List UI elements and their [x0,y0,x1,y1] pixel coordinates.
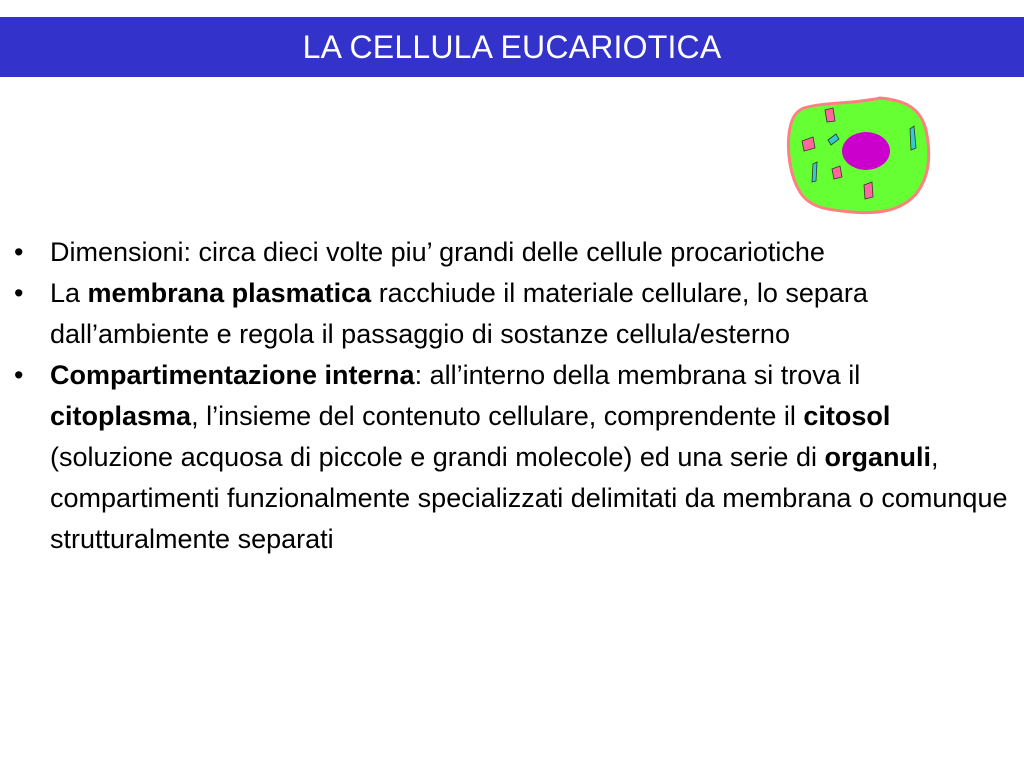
slide-title: LA CELLULA EUCARIOTICA [302,28,722,65]
text-run: La [50,278,88,308]
bullet-marker: • [14,360,24,390]
bold-term-membrane: membrana plasmatica [87,278,372,308]
text-run: , l’insieme del contenuto cellulare, comprendente il [191,401,804,431]
text-run: racchiude il materiale cellulare, lo separa dall’ambiente e regola il passaggio di sostanze cellula/esterno [50,278,868,349]
bold-term-cytoplasm: citoplasma [50,401,192,431]
nucleus [842,132,890,170]
bullet-item-plasma-membrane [14,273,1014,355]
organelle-pink-2 [825,108,835,122]
bullet-text [50,278,868,349]
bullet-text [50,237,825,267]
bullet-list [14,232,1014,560]
text-run: (soluzione acquosa di piccole e grandi molecole) ed una serie di [50,442,825,472]
eukaryotic-cell-icon [784,96,934,216]
bold-term-cytosol: citosol [803,401,891,431]
bullet-item-compartments [14,355,1014,560]
bold-term-organelles: organuli [824,442,931,472]
organelle-cyan-2 [812,162,817,182]
bullet-marker: • [14,278,24,308]
bold-term-compartmentalization: Compartimentazione interna [50,360,415,390]
text-run: : all’interno della membrana si trova il [414,360,861,390]
bullet-text [50,360,1007,554]
bullet-marker: • [14,237,24,267]
text-run: Dimensioni: circa dieci volte piu’ grandi delle cellule procariotiche [50,237,825,267]
bullet-item-dimensions [14,232,1014,273]
title-bar [0,17,1024,77]
organelle-pink-4 [864,182,873,199]
text-run: , compartimenti funzionalmente specializzati delimitati da membrana o comunque strutturalmente separati [50,442,1008,554]
